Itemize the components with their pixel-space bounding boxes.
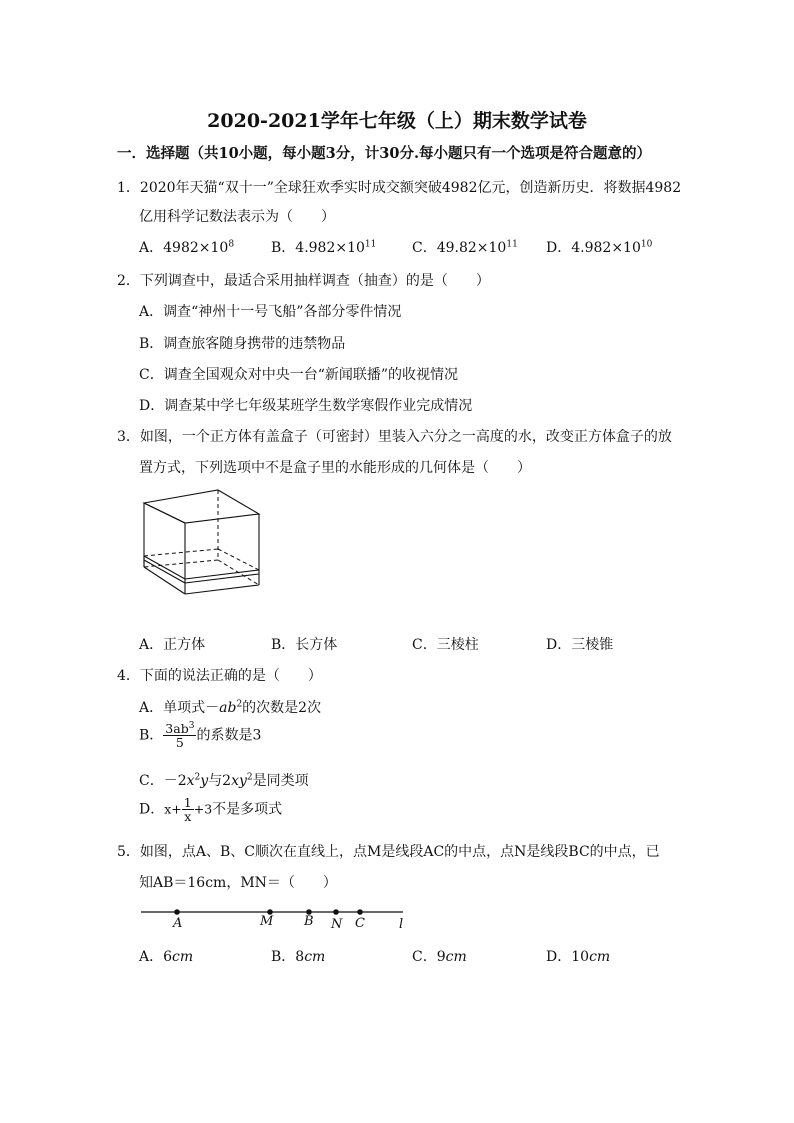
q5-stem-line1: 5．如图，点A、B、C顺次在直线上，点M是线段AC的中点，点N是线段BC的中点，已 <box>117 844 660 860</box>
option-label: A．单项式－ <box>139 700 220 716</box>
label-l: l <box>399 917 404 932</box>
math-exponent: 2 <box>246 772 253 783</box>
label-m: M <box>260 914 274 929</box>
q4-option-d <box>139 796 282 823</box>
option-unit: cm <box>589 949 611 965</box>
option-text: 的次数是2次 <box>242 700 322 716</box>
fraction-numerator: 1 <box>183 795 192 810</box>
math-variable: x <box>186 773 195 789</box>
option-value: 10 <box>571 949 590 965</box>
label-n: N <box>331 917 343 932</box>
option-exponent: 11 <box>364 239 377 250</box>
q5-option-c <box>412 946 467 966</box>
section-heading: 一．选择题（共10小题，每小题3分，计30分.每小题只有一个选项是符合题意的） <box>117 145 651 162</box>
fraction <box>163 722 196 749</box>
option-label: A． <box>139 949 164 965</box>
q3-option-b: B．长方体 <box>271 637 338 653</box>
q2-option-a: A．调查“神州十一号飞船”各部分零件情况 <box>139 304 402 320</box>
option-mantissa: 4.982×10 <box>295 240 365 256</box>
point-n <box>333 909 339 915</box>
q4-option-b <box>139 722 261 749</box>
q5-option-a <box>139 946 193 966</box>
option-unit: cm <box>304 949 326 965</box>
q5-option-d <box>546 946 610 966</box>
fraction-denominator: 5 <box>175 735 184 751</box>
option-label: C． <box>412 949 437 965</box>
number-line-figure <box>135 900 415 940</box>
option-mantissa: 4.982×10 <box>571 240 641 256</box>
q2-option-c: C．调查全国观众对中央一台“新闻联播”的收视情况 <box>139 367 459 383</box>
math-variable: xy <box>231 773 247 789</box>
q3-option-d: D．三棱锥 <box>546 637 614 653</box>
option-mantissa: 4982×10 <box>163 240 229 256</box>
numerator-base: 3ab <box>165 721 189 737</box>
option-unit: cm <box>445 949 467 965</box>
q4-option-a <box>139 697 321 717</box>
q2-option-d: D．调查某中学七年级某班学生数学寒假作业完成情况 <box>139 398 473 414</box>
option-text: 不是多项式 <box>212 801 283 818</box>
option-exponent: 8 <box>228 239 235 250</box>
option-label: B． <box>271 949 296 965</box>
option-text: 的系数是3 <box>196 727 262 744</box>
option-exponent: 10 <box>640 239 653 250</box>
point-c <box>357 909 363 915</box>
option-label: A． <box>139 240 164 256</box>
numerator-exponent: 3 <box>188 721 195 731</box>
option-value: 8 <box>295 949 305 965</box>
option-label: C． <box>412 240 437 256</box>
option-label: C．－2 <box>139 773 187 789</box>
label-c: C <box>355 916 365 931</box>
option-unit: cm <box>172 949 194 965</box>
q1-option-d <box>546 237 652 257</box>
q1-stem-line1: 1．2020年天猫“双十一”全球狂欢季实时成交额突破4982亿元，创造新历史．将数据4982 <box>117 180 682 196</box>
option-text: 与2 <box>208 773 232 789</box>
option-mantissa: 49.82×10 <box>436 240 507 256</box>
q4-option-c <box>139 770 309 790</box>
option-value: 6 <box>163 949 173 965</box>
option-label: D． <box>546 949 572 965</box>
fraction-denominator: x <box>184 809 192 825</box>
math-variable: ab <box>219 700 237 716</box>
q1-option-b <box>271 237 376 257</box>
q2-stem: 2．下列调查中，最适合采用抽样调查（抽查）的是（ ） <box>117 273 490 289</box>
q4-stem: 4．下面的说法正确的是（ ） <box>117 668 322 684</box>
math-text: +3 <box>193 801 213 817</box>
q3-stem-line1: 3．如图，一个正方体有盖盒子（可密封）里装入六分之一高度的水，改变正方体盒子的放 <box>117 429 672 445</box>
option-label: D． <box>546 240 572 256</box>
label-b: B <box>304 914 314 929</box>
option-label: D． <box>139 801 165 818</box>
q3-stem-line2: 置方式，下列选项中不是盒子里的水能形成的几何体是（ ） <box>139 460 531 476</box>
q1-stem-line2: 亿用科学记数法表示为（ ） <box>139 209 335 225</box>
math-exponent: 2 <box>236 699 243 710</box>
math-exponent: 2 <box>194 772 201 783</box>
q2-option-b: B．调查旅客随身携带的违禁物品 <box>139 336 346 352</box>
page-title: 2020-2021学年七年级（上）期末数学试卷 <box>207 110 587 132</box>
q5-stem-line2: 知AB＝16cm，MN＝（ ） <box>139 875 337 891</box>
math-variable: y <box>200 773 209 789</box>
label-a: A <box>173 916 183 931</box>
q3-option-c: C．三棱柱 <box>412 637 479 653</box>
q5-option-b <box>271 946 325 966</box>
q1-option-c <box>412 237 518 257</box>
point-a <box>174 909 180 915</box>
option-label: B． <box>271 240 296 256</box>
cube-with-water-figure <box>130 482 270 617</box>
option-value: 9 <box>436 949 446 965</box>
q3-option-a: A．正方体 <box>139 637 206 653</box>
option-text: 是同类项 <box>252 773 309 789</box>
option-label: B． <box>139 727 164 744</box>
fraction <box>182 796 194 823</box>
option-exponent: 11 <box>506 239 518 250</box>
math-text: x+ <box>164 801 182 817</box>
q1-option-a <box>139 237 234 257</box>
fraction-numerator <box>163 722 196 736</box>
